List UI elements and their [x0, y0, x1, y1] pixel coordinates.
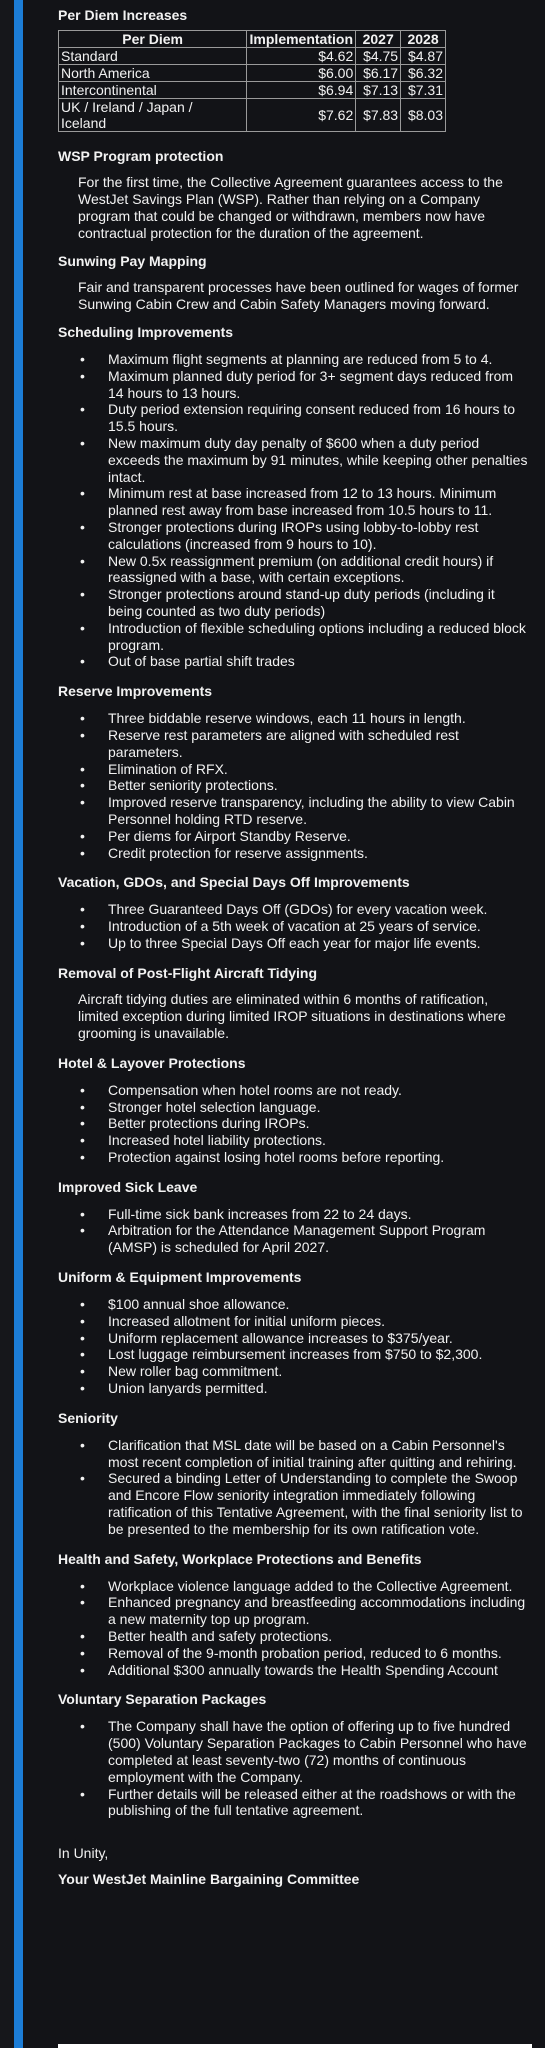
reserve-list — [58, 710, 532, 861]
list-item: • Union lanyards permitted. — [108, 1380, 532, 1397]
list-item: • Additional $300 annually towards the Health Spending Account — [108, 1662, 532, 1679]
list-item: • Removal of the 9-month probation period, reduced to 6 months. — [108, 1645, 532, 1662]
list-item: • Three Guaranteed Days Off (GDOs) for every vacation week. — [108, 901, 532, 918]
wsp-heading: WSP Program protection — [58, 148, 224, 164]
list-item: • Up to three Special Days Off each year for major life events. — [108, 935, 532, 952]
table-cell: UK / Ireland / Japan / Iceland — [59, 99, 247, 132]
per-diem-table — [58, 30, 446, 132]
list-item: • Stronger protections during IROPs using lobby-to-lobby rest calculations (increased from 9 hours to 10). — [108, 519, 532, 553]
vacation-heading: Vacation, GDOs, and Special Days Off Improvements — [58, 874, 410, 891]
list-item: • Increased hotel liability protections. — [108, 1132, 532, 1149]
list-item: • Secured a binding Letter of Understanding to complete the Swoop and Encore Flow seniority integration immediately following ratification of this Tentative Agreement, with the final seniority list to be presented to the membership for its own ratification vote. — [108, 1470, 532, 1537]
separation-list — [58, 1718, 532, 1819]
tidying-heading: Removal of Post-Flight Aircraft Tidying — [58, 964, 318, 981]
uniform-list — [58, 1296, 532, 1397]
list-item: • Introduction of flexible scheduling options including a reduced block program. — [108, 620, 532, 654]
list-item: • Workplace violence language added to the Collective Agreement. — [108, 1578, 532, 1595]
hotel-heading: Hotel & Layover Protections — [58, 1054, 246, 1071]
table-cell: $4.75 — [356, 48, 401, 65]
list-item: • Arbitration for the Attendance Management Support Program (AMSP) is scheduled for April 2027. — [108, 1222, 532, 1256]
separation-heading: Voluntary Separation Packages — [58, 1691, 267, 1708]
bottom-divider — [58, 2044, 532, 2048]
left-sidebar-strip — [0, 0, 22, 2048]
list-item: • New maximum duty day penalty of $600 when a duty period exceeds the maximum by 91 minutes, while keeping other penalties intact. — [108, 435, 532, 485]
wsp-text: For the first time, the Collective Agreement guarantees access to the WestJet Savings Plan (WSP). Rather than relying on a Company program that could be changed or withdrawn, members now have contractual protection for the duration of the agreement. — [78, 174, 503, 241]
list-item: • New roller bag commitment. — [108, 1363, 532, 1380]
col-header: 2028 — [401, 31, 446, 48]
table-cell: $7.83 — [356, 99, 401, 132]
table-cell: $7.62 — [247, 99, 356, 132]
seniority-heading: Seniority — [58, 1409, 118, 1426]
list-item: • Clarification that MSL date will be based on a Cabin Personnel's most recent completion of initial training after quitting and rehiring. — [108, 1437, 532, 1471]
tidying-text: Aircraft tidying duties are eliminated within 6 months of ratification, limited exception during limited IROP situations in destinations where grooming is unavailable. — [78, 990, 506, 1041]
list-item: • Further details will be released either at the roadshows or with the publishing of the full tentative agreement. — [108, 1786, 532, 1820]
reserve-heading: Reserve Improvements — [58, 683, 213, 700]
scheduling-list — [58, 351, 532, 670]
list-item: • Enhanced pregnancy and breastfeeding accommodations including a new maternity top up program. — [108, 1594, 532, 1628]
list-item: • Three biddable reserve windows, each 11 hours in length. — [108, 710, 532, 727]
list-item: • Elimination of RFX. — [108, 761, 532, 778]
table-cell: $8.03 — [401, 99, 446, 132]
col-header: 2027 — [356, 31, 401, 48]
list-item: • Maximum flight segments at planning are reduced from 5 to 4. — [108, 351, 532, 368]
list-item: • Reserve rest parameters are aligned with scheduled rest parameters. — [108, 727, 532, 761]
table-cell: Intercontinental — [59, 82, 247, 99]
list-item: • Duty period extension requiring consent reduced from 16 hours to 15.5 hours. — [108, 401, 532, 435]
list-item: • Increased allotment for initial uniform pieces. — [108, 1313, 532, 1330]
list-item: • Better health and safety protections. — [108, 1628, 532, 1645]
per-diem-heading: Per Diem Increases — [58, 7, 188, 23]
per-diem-header-row — [59, 31, 446, 48]
table-row — [59, 48, 446, 65]
scheduling-heading: Scheduling Improvements — [58, 324, 234, 340]
list-item: • Lost luggage reimbursement increases from $750 to $2,300. — [108, 1346, 532, 1363]
health-list — [58, 1578, 532, 1679]
list-item: • Per diems for Airport Standby Reserve. — [108, 828, 532, 845]
sunwing-heading: Sunwing Pay Mapping — [58, 253, 207, 269]
table-cell: $4.87 — [401, 48, 446, 65]
col-header: Implementation — [247, 31, 356, 48]
list-item: • Improved reserve transparency, including the ability to view Cabin Personnel holding RTD reserve. — [108, 794, 532, 828]
table-cell: $6.00 — [247, 65, 356, 82]
accent-bar — [14, 0, 23, 2048]
list-item: • Stronger hotel selection language. — [108, 1099, 532, 1116]
list-item: • The Company shall have the option of offering up to five hundred (500) Voluntary Separation Packages to Cabin Personnel who have completed at least seventy-two (72) months of continuous employment with the Company. — [108, 1718, 532, 1785]
table-cell: Standard — [59, 48, 247, 65]
table-cell: $6.94 — [247, 82, 356, 99]
list-item: • Out of base partial shift trades — [108, 653, 532, 670]
sunwing-text: Fair and transparent processes have been outlined for wages of former Sunwing Cabin Crew and Cabin Safety Managers moving forward. — [78, 279, 519, 312]
list-item: • Maximum planned duty period for 3+ segment days reduced from 14 hours to 13 hours. — [108, 368, 532, 402]
table-cell: $4.62 — [247, 48, 356, 65]
uniform-heading: Uniform & Equipment Improvements — [58, 1269, 302, 1286]
list-item: • Uniform replacement allowance increases to $375/year. — [108, 1330, 532, 1347]
table-cell: $6.17 — [356, 65, 401, 82]
document-body — [58, 0, 532, 1888]
vacation-list — [58, 901, 532, 951]
sick-list — [58, 1206, 532, 1256]
table-row — [59, 65, 446, 82]
table-cell: $7.13 — [356, 82, 401, 99]
health-heading: Health and Safety, Workplace Protections and Benefits — [58, 1550, 422, 1567]
list-item: • Better seniority protections. — [108, 777, 532, 794]
list-item: • Better protections during IROPs. — [108, 1115, 532, 1132]
table-row — [59, 82, 446, 99]
table-cell: $6.32 — [401, 65, 446, 82]
table-cell: North America — [59, 65, 247, 82]
closing-salutation: In Unity, — [58, 1845, 109, 1862]
list-item: • Stronger protections around stand-up duty periods (including it being counted as two duty periods) — [108, 586, 532, 620]
list-item: • $100 annual shoe allowance. — [108, 1296, 532, 1313]
list-item: • Minimum rest at base increased from 12 to 13 hours. Minimum planned rest away from base increased from 10.5 hours to 11. — [108, 485, 532, 519]
col-header: Per Diem — [59, 31, 247, 48]
list-item: • Introduction of a 5th week of vacation at 25 years of service. — [108, 918, 532, 935]
list-item: • Compensation when hotel rooms are not ready. — [108, 1082, 532, 1099]
closing-signature: Your WestJet Mainline Bargaining Committee — [58, 1871, 360, 1888]
list-item: • New 0.5x reassignment premium (on additional credit hours) if reassigned with a base, with certain exceptions. — [108, 553, 532, 587]
list-item: • Full-time sick bank increases from 22 to 24 days. — [108, 1206, 532, 1223]
list-item: • Protection against losing hotel rooms before reporting. — [108, 1149, 532, 1166]
sick-heading: Improved Sick Leave — [58, 1178, 198, 1195]
hotel-list — [58, 1082, 532, 1166]
table-cell: $7.31 — [401, 82, 446, 99]
list-item: • Credit protection for reserve assignments. — [108, 845, 532, 862]
seniority-list — [58, 1437, 532, 1538]
table-row — [59, 99, 446, 132]
